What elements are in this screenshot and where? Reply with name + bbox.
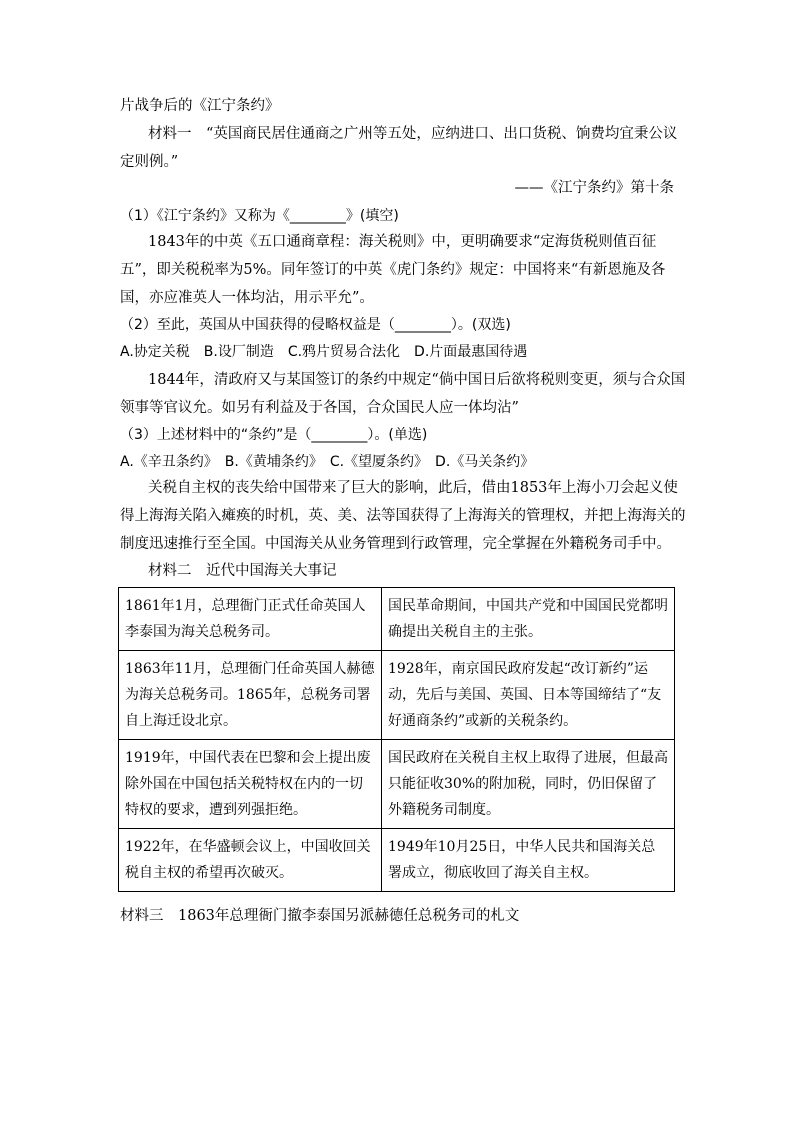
material3-title: 材料三 1863年总理衙门撤李泰国另派赫德任总税务司的札文 <box>120 908 520 924</box>
para1-line2: 五”，即关税税率为5%。同年签订的中英《虎门条约》规定：中国将来“有新恩施及各 <box>120 262 666 278</box>
table-cell: 1949年10月25日，中华人民共和国海关总署成立，彻底收回了海关自主权。 <box>382 829 675 892</box>
material1-line2: 定则例。” <box>120 154 179 170</box>
para3-line2: 得上海海关陷入瘫痪的时机，英、美、法等国获得了上海海关的管理权，并把上海海关的 <box>120 508 686 524</box>
question-2-stem: （2）至此，英国从中国获得的侵略权益是（________）。(双选) <box>120 317 511 333</box>
question-3-options: A.《辛丑条约》 B.《黄埔条约》 C.《望厦条约》 D.《马关条约》 <box>120 454 535 470</box>
table-cell: 1863年11月，总理衙门任命英国人赫德为海关总税务司。1865年，总税务司署自上海迁设北京。 <box>119 651 382 740</box>
intro-line: 片战争后的《江宁条约》 <box>120 98 280 114</box>
table-cell: 1928年，南京国民政府发起“改订新约”运动，先后与美国、英国、日本等国缔结了“友好通商条约”或新的关税条约。 <box>382 651 675 740</box>
events-table <box>118 587 675 892</box>
para1-line3: 国，亦应准英人一体均沾，用示平允”。 <box>120 290 374 306</box>
material1-line1: 材料一 “英国商民居住通商之广州等五处，应纳进口、出口货税、饷费均宜秉公议 <box>148 126 678 142</box>
para3-line1: 关税自主权的丧失给中国带来了巨大的影响，此后，借由1853年上海小刀会起义使 <box>148 480 678 496</box>
table-cell: 国民革命期间，中国共产党和中国国民党都明确提出关税自主的主张。 <box>382 588 675 651</box>
question-1: （1）《江宁条约》又称为《________》(填空) <box>120 208 399 224</box>
para2-line1: 1844年，清政府又与某国签订的条约中规定“倘中国日后欲将税则变更，须与合众国 <box>148 372 686 388</box>
question-2-options: A.协定关税 B.设厂制造 C.鸦片贸易合法化 D.片面最惠国待遇 <box>120 344 528 360</box>
table-row <box>119 588 675 651</box>
question-3-stem: （3）上述材料中的“条约”是（________）。(单选) <box>120 427 428 443</box>
table-cell: 国民政府在关税自主权上取得了进展，但最高只能征收30%的附加税，同时，仍旧保留了外籍税务司制度。 <box>382 740 675 829</box>
table-row <box>119 740 675 829</box>
para3-line3: 制度迅速推行至全国。中国海关从业务管理到行政管理，完全掌握在外籍税务司手中。 <box>120 536 671 552</box>
table-cell: 1922年，在华盛顿会议上，中国收回关税自主权的希望再次破灭。 <box>119 829 382 892</box>
table-cell: 1919年，中国代表在巴黎和会上提出废除外国在中国包括关税特权在内的一切特权的要求，遭到列强拒绝。 <box>119 740 382 829</box>
table-row <box>119 651 675 740</box>
material2-title: 材料二 近代中国海关大事记 <box>148 563 337 579</box>
material1-source: ——《江宁条约》第十条 <box>514 180 674 196</box>
para1-line1: 1843年的中英《五口通商章程：海关税则》中，更明确要求“定海货税则值百征 <box>148 234 657 250</box>
table-row <box>119 829 675 892</box>
table-cell: 1861年1月，总理衙门正式任命英国人李泰国为海关总税务司。 <box>119 588 382 651</box>
para2-line2: 领事等官议允。如另有利益及于各国，合众国民人应一体均沾” <box>120 400 519 416</box>
